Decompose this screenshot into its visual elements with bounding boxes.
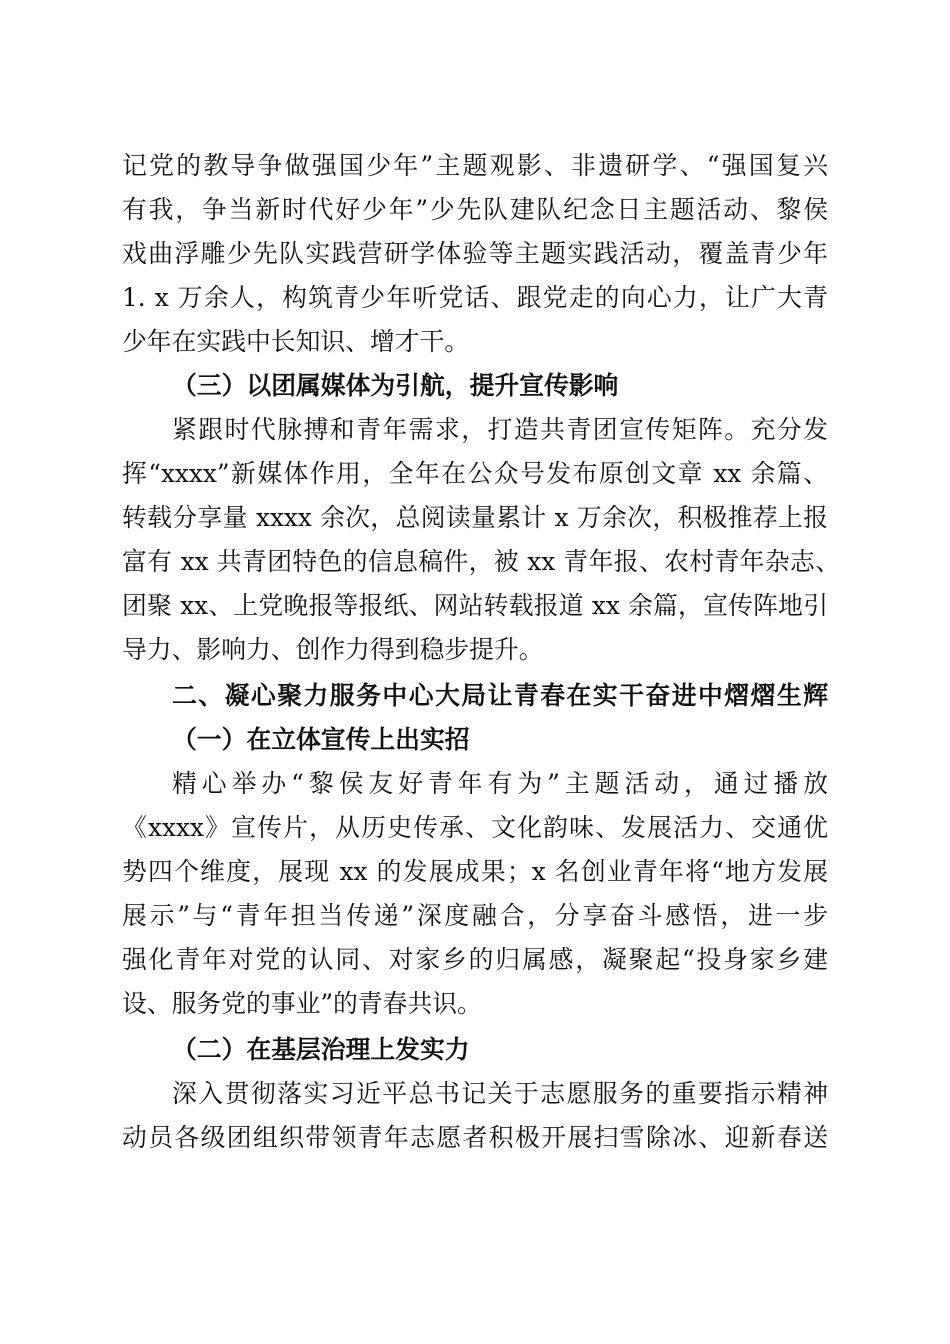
body-text-line: 戏曲浮雕少先队实践营研学体验等主题实践活动，覆盖青少年 [122,239,828,268]
body-text-line: 有我，争当新时代好少年”少先队建队纪念日主题活动、黎侯 [122,195,828,224]
body-text-line: 展示”与“青年担当传递”深度融合，分享奋斗感悟，进一步 [122,901,828,930]
body-text-line: 挥“xxxx”新媒体作用，全年在公众号发布原创文章 xx 余篇、 [122,459,828,488]
section-heading-3: （三）以团属媒体为引航，提升宣传影响 [172,371,619,400]
body-text-line: 深入贯彻落实习近平总书记关于志愿服务的重要指示精神 [172,1079,828,1108]
body-text-line: 《xxxx》宣传片，从历史传承、文化韵味、发展活力、交通优 [122,813,828,842]
body-text-line: 紧跟时代脉搏和青年需求，打造共青团宣传矩阵。充分发 [172,415,828,444]
body-text-line: 转载分享量 xxxx 余次，总阅读量累计 x 万余次，积极推荐上报 [122,503,828,532]
body-text-line: 导力、影响力、创作力得到稳步提升。 [122,635,544,664]
body-text-line: 记党的教导争做强国少年”主题观影、非遗研学、“强国复兴 [122,151,828,180]
body-text-line: 1. x 万余人，构筑青少年听党话、跟党走的向心力，让广大青 [122,283,828,312]
section-heading-2: （二）在基层治理上发实力 [172,1035,470,1064]
body-text-line: 设、服务党的事业”的青春共识。 [122,989,482,1018]
body-text-line: 势四个维度，展现 xx 的发展成果；x 名创业青年将“地方发展 [122,857,828,886]
body-text-line: 动员各级团组织带领青年志愿者积极开展扫雪除冰、迎新春送 [122,1123,828,1152]
body-text-line: 强化青年对党的认同、对家乡的归属感，凝聚起“投身家乡建 [122,945,828,974]
body-text-line: 富有 xx 共青团特色的信息稿件，被 xx 青年报、农村青年杂志、 [122,547,840,576]
section-heading-1: （一）在立体宣传上出实招 [172,725,470,754]
body-text-line: 少年在实践中长知识、增才干。 [122,327,470,356]
body-text-line: 团聚 xx、上党晚报等报纸、网站转载报道 xx 余篇，宣传阵地引 [122,591,828,620]
body-text-line: 精心举办“黎侯友好青年有为”主题活动，通过播放 [172,769,828,798]
chapter-heading-2: 二、凝心聚力服务中心大局让青春在实干奋进中熠熠生辉 [172,681,828,710]
